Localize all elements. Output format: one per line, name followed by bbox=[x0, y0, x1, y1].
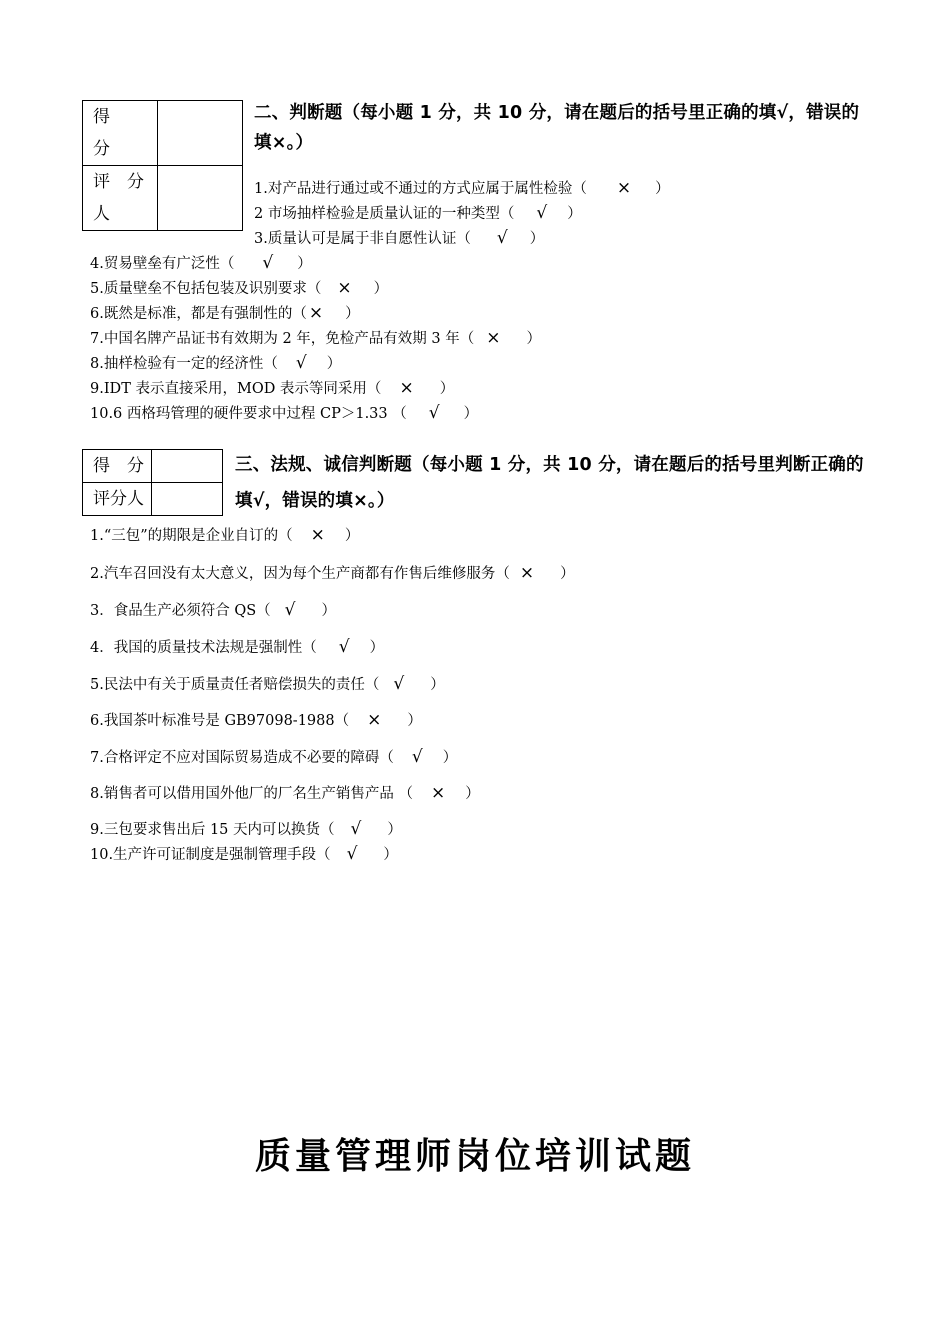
closing-paren: ） bbox=[407, 713, 422, 729]
section2-question-6 bbox=[90, 303, 360, 324]
closing-paren: ） bbox=[326, 356, 342, 372]
closing-paren: ） bbox=[369, 640, 385, 656]
check-mark-icon: √ bbox=[295, 353, 307, 373]
section2-question-8 bbox=[90, 353, 341, 374]
cross-mark-icon: × bbox=[430, 783, 446, 803]
question-text: 2 市场抽样检验是质量认证的一种类型（ bbox=[254, 206, 515, 222]
section3-question-8 bbox=[90, 783, 480, 804]
score-table-section2 bbox=[82, 100, 243, 231]
section2-question-5 bbox=[90, 278, 388, 299]
check-mark-icon: √ bbox=[346, 844, 358, 864]
question-text: 5.民法中有关于质量责任者赔偿损失的责任（ bbox=[90, 677, 380, 693]
question-text: 6.我国茶叶标准号是 GB97098-1988（ bbox=[90, 713, 350, 729]
section2-heading: 二、判断题（每小题 1 分，共 10 分，请在题后的括号里正确的填√，错误的填×。） bbox=[254, 103, 860, 153]
question-text: 8.销售者可以借用国外他厂的厂名生产销售产品 （ bbox=[90, 786, 413, 802]
question-text: 8.抽样检验有一定的经济性（ bbox=[90, 356, 278, 372]
question-text: 9.IDT 表示直接采用，MOD 表示等同采用（ bbox=[90, 381, 382, 397]
score-cell[interactable] bbox=[152, 450, 223, 483]
check-mark-icon: √ bbox=[428, 403, 440, 423]
section3-question-1 bbox=[90, 525, 359, 546]
question-text: 7.合格评定不应对国际贸易造成不必要的障碍（ bbox=[90, 750, 394, 766]
question-text: 4.贸易壁垒有广泛性（ bbox=[90, 256, 235, 272]
section3-question-2 bbox=[90, 563, 575, 584]
question-text: 4．我国的质量技术法规是强制性（ bbox=[90, 640, 317, 656]
section2-question-9 bbox=[90, 378, 454, 399]
cross-mark-icon: × bbox=[308, 303, 324, 323]
cross-mark-icon: × bbox=[616, 178, 632, 198]
closing-paren: ） bbox=[373, 281, 389, 297]
closing-paren: ） bbox=[655, 181, 670, 197]
question-text: 7.中国名牌产品证书有效期为 2 年，免检产品有效期 3 年（ bbox=[90, 331, 475, 347]
check-mark-icon: √ bbox=[393, 674, 405, 694]
section3-question-9 bbox=[90, 819, 402, 840]
section2-question-4 bbox=[90, 253, 312, 274]
section2-question-1 bbox=[254, 178, 670, 199]
section3-heading: 三、法规、诚信判断题（每小题 1 分，共 10 分，请在题后的括号里判断正确的填√，错误的填×。） bbox=[235, 455, 864, 511]
check-mark-icon: √ bbox=[338, 637, 350, 657]
grader-cell[interactable] bbox=[158, 166, 243, 231]
closing-paren: ） bbox=[560, 566, 575, 582]
closing-paren: ） bbox=[321, 603, 336, 619]
question-text: 9.三包要求售出后 15 天内可以换货（ bbox=[90, 822, 335, 838]
closing-paren: ） bbox=[567, 206, 582, 222]
check-mark-icon: √ bbox=[536, 203, 548, 223]
grader-label: 评分人 bbox=[83, 483, 152, 516]
closing-paren: ） bbox=[529, 231, 545, 247]
cross-mark-icon: × bbox=[486, 328, 501, 348]
score-table-section3 bbox=[82, 449, 223, 516]
section3-question-3 bbox=[90, 600, 336, 621]
closing-paren: ） bbox=[383, 847, 398, 863]
grader-label: 评 分 人 bbox=[83, 166, 158, 231]
section3-question-10 bbox=[90, 844, 398, 865]
check-mark-icon: √ bbox=[411, 747, 423, 767]
score-cell[interactable] bbox=[158, 101, 243, 166]
cross-mark-icon: × bbox=[367, 710, 382, 730]
question-text: 5.质量壁垒不包括包装及识别要求（ bbox=[90, 281, 322, 297]
section3-question-7 bbox=[90, 747, 457, 768]
question-text: 3.质量认可是属于非自愿性认证（ bbox=[254, 231, 471, 247]
check-mark-icon: √ bbox=[350, 819, 362, 839]
closing-paren: ） bbox=[439, 381, 455, 397]
cross-mark-icon: × bbox=[310, 525, 325, 545]
section2-question-7 bbox=[90, 328, 541, 349]
section3-question-5 bbox=[90, 674, 445, 695]
check-mark-icon: √ bbox=[284, 600, 296, 620]
cross-mark-icon: × bbox=[399, 378, 414, 398]
closing-paren: ） bbox=[430, 677, 445, 693]
check-mark-icon: √ bbox=[496, 228, 508, 248]
section2-question-2 bbox=[254, 203, 582, 224]
question-text: 2.汽车召回没有太大意义，因为每个生产商都有作售后维修服务（ bbox=[90, 566, 510, 582]
closing-paren: ） bbox=[345, 306, 360, 322]
question-text: 3．食品生产必须符合 QS（ bbox=[90, 603, 271, 619]
section2-question-3 bbox=[254, 228, 544, 249]
closing-paren: ） bbox=[442, 750, 458, 766]
check-mark-icon: √ bbox=[262, 253, 274, 273]
section3-question-6 bbox=[90, 710, 422, 731]
section3-question-4 bbox=[90, 637, 384, 658]
score-label: 得 分 bbox=[83, 450, 152, 483]
score-label: 得 分 bbox=[83, 101, 158, 166]
closing-paren: ） bbox=[387, 822, 402, 838]
closing-paren: ） bbox=[465, 786, 480, 802]
question-text: 6.既然是标准，都是有强制性的（ bbox=[90, 306, 307, 322]
closing-paren: ） bbox=[344, 528, 360, 544]
cross-mark-icon: × bbox=[519, 563, 535, 583]
document-title: 质量管理师岗位培训试题 bbox=[254, 1135, 695, 1177]
closing-paren: ） bbox=[297, 256, 312, 272]
grader-cell[interactable] bbox=[152, 483, 223, 516]
cross-mark-icon: × bbox=[337, 278, 352, 298]
question-text: 1.“三包”的期限是企业自订的（ bbox=[90, 528, 293, 544]
question-text: 1.对产品进行通过或不通过的方式应属于属性检验（ bbox=[254, 181, 587, 197]
section2-question-10 bbox=[90, 403, 478, 424]
question-text: 10.生产许可证制度是强制管理手段（ bbox=[90, 847, 331, 863]
closing-paren: ） bbox=[463, 406, 479, 422]
closing-paren: ） bbox=[526, 331, 541, 347]
question-text: 10.6 西格玛管理的硬件要求中过程 CP＞1.33 （ bbox=[90, 406, 407, 422]
